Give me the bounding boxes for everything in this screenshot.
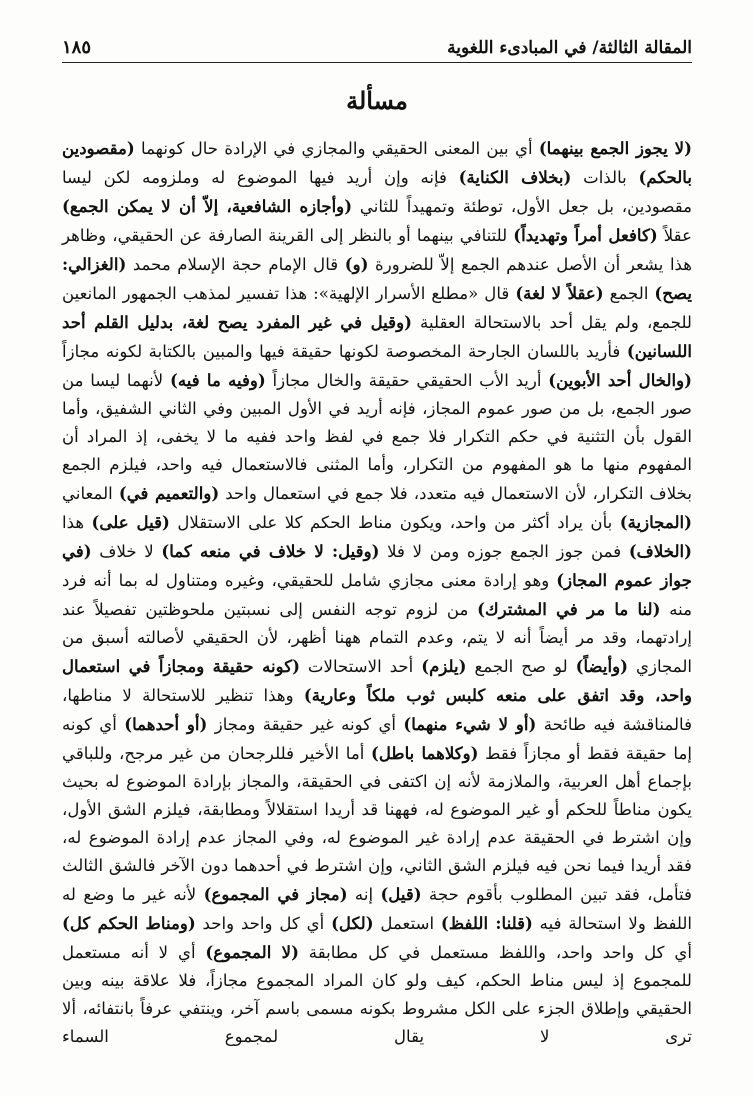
text-segment: فأريد باللسان الجارحة المخصوصة لكونها حقيقة فيها والمبين بالكتابة لكونه مجازاً: [62, 342, 627, 361]
text-segment: أي بين المعنى الحقيقي والمجازي في الإرادة حال كونهما: [134, 139, 539, 158]
text-segment: لا خلاف: [91, 542, 162, 561]
bold-segment: (لنا ما مر في المشترك): [477, 599, 661, 619]
text-segment: فمن جوز الجمع جوزه ومن لا فلا: [379, 542, 629, 561]
bold-segment: (في جواز عموم المجاز): [62, 541, 692, 590]
bold-segment: (المجازية): [619, 512, 692, 532]
bold-segment: (لا يجوز الجمع بينهما): [538, 138, 692, 158]
text-segment: قال «مطلع الأسرار الإلهية»: هذا تفسير لمذهب الجمهور المانعين للجمع، ولم يقل أحد بالاستحالة العقلية: [62, 284, 692, 332]
text-segment: وهو إرادة معنى مجازي شامل للحقيقي، وغيره ومتناول له بما أنه فرد منه: [62, 571, 692, 619]
running-title: المقالة الثالثة/ في المبادىء اللغوية: [447, 38, 692, 58]
text-segment: لأنهما ليسا من صور الجمع، بل من صور عموم المجاز، فإنه أريد في الأول المبين وفي الثاني الشفيق، وأما القول بأن التثنية في حكم التكرار فلا جمع في لفظ واحد ففيه ما لا يخفى، إذ المراد أن المفهوم منها ما هو المفهوم من التكرار، وأما المثنى فالاستعمال فيه واحد، فيلزم الجمع بخلاف التكرار، لأن الاستعمال فيه متعدد، فلا جمع في استعمال واحد: [62, 371, 692, 503]
text-segment: الجمع: [603, 284, 655, 303]
main-paragraph: [62, 134, 692, 1051]
text-segment: أحد الاستحالات: [299, 657, 422, 676]
text-segment: لأنه غير ما وضع له اللفظ ولا استحالة فيه: [62, 885, 692, 933]
bold-segment: (بخلاف الكناية): [458, 167, 572, 187]
bold-segment: (والخال أحد الأبوين): [548, 370, 692, 390]
text-segment: أريد الأب الحقيقي حقيقة والخال مجازاً: [265, 371, 549, 390]
text-segment: وهذا تنظير للاستحالة لا مناطها، فالمناقشة فيه طائحة: [62, 686, 692, 734]
text-segment: لو صح الجمع: [466, 657, 576, 676]
bold-segment: (مجاز في المجموع): [203, 884, 348, 904]
bold-segment: (وفيه ما فيه): [170, 370, 266, 390]
text-segment: أي كل واحد واحد: [195, 914, 332, 933]
bold-segment: (لكل): [331, 913, 374, 933]
text-segment: فإنه وإن أريد فيها الموضوع له وملزومه لكن ليسا مقصودين، بل جعل الأول، توطئة وتمهيداً للثاني: [62, 168, 693, 216]
text-segment: إنه: [347, 885, 381, 904]
page-header: [62, 32, 692, 63]
bold-segment: (قلنا: اللفظ): [440, 913, 533, 933]
bold-segment: (قيل): [380, 884, 422, 904]
text-segment: أي لا أنه مستعمل للمجموع إذ ليس مناط الحكم، كيف ولو كان المراد المجموع مجازاً، فلا علاقة بينه وبين الحقيقي وإطلاق الجزء على الكل مشروط بكونه مسمى باسم آخر، وينتفي عرفاً بانتفائه، ألا ترى لا يقال لمجموع السماء: [62, 943, 692, 1046]
text-segment: قال الإمام حجة الإسلام محمد: [126, 255, 345, 274]
section-title: مسألة: [346, 86, 408, 115]
bold-segment: (أو لا شيء منهما): [403, 714, 537, 734]
text-segment: أي كل واحد واحد، واللفظ مستعمل في كل مطابقة: [298, 943, 693, 962]
text-segment: بأن يراد أكثر من واحد، ويكون مناط الحكم كلا على الاستقلال: [169, 513, 620, 532]
bold-segment: (كونه حقيقة ومجازاً في استعمال واحد، وقد اتفق على منعه كلبس ثوب ملكاً وعارية): [62, 656, 692, 705]
text-segment: أي كونه إما حقيقة فقط أو مجازاً فقط: [62, 715, 692, 763]
page-number: ١٨٥: [62, 37, 92, 58]
bold-segment: (وأجازه الشافعية، إلاّ أن لا يمكن الجمع): [62, 196, 353, 216]
text-segment: بالذات: [571, 168, 639, 187]
text-segment: عقلاً: [657, 226, 692, 245]
text-segment: من لزوم توجه النفس إلى نسبتين ملحوظتين تفصيلاً عند إرادتهما، وقد مر أيضاً أنه لا يتم، وعدم التمام ههنا أظهر، لأن الحقيقي لأصالته أسبق من المجازي: [62, 600, 692, 676]
bold-segment: (وكلاهما باطل): [371, 743, 479, 763]
text-segment: هذا: [62, 513, 92, 532]
text-segment: استعمل: [373, 914, 441, 933]
text-segment: أي كونه غير حقيقة ومجاز: [207, 715, 404, 734]
bold-segment: (الخلاف): [628, 541, 693, 561]
bold-segment: (أو أحدهما): [124, 714, 208, 734]
bold-segment: (الغزالي: يصح): [62, 254, 692, 303]
text-segment: للتنافي بينهما أو بالنظر إلى القرينة الصارفة عن الحقيقي، وظاهر هذا يشعر أن الأصل عندهم الجمع إلاّ للضرورة: [62, 226, 693, 274]
text-segment: أما الأخير فللرجحان من غير مرجح، وللباقي بإجماع أهل العربية، والملازمة لأنه إن اكتفى في الحقيقة، والمجاز بإرادة الموضوع له بحيث يكون مناطاً للحكم أو غير الموضوع له، فههنا قد أريدا استقلالاً ومطابقة، فيلزم الشق الأول، وإن اشترط في الحقيقة عدم إرادة غير الموضوع له، وفي المجاز عدم إرادة الموضوع له، فقد أريدا فيما نحن فيه فيلزم الشق الثاني، وإن اشترط في أحدهما دون الآخر فالشق الثالث فتأمل، فقد تبين المطلوب بأقوم حجة: [62, 744, 692, 904]
bold-segment: (يلزم): [421, 656, 467, 676]
bold-segment: (عقلاً لا لغة): [515, 283, 604, 303]
bold-segment: (وقيل في غير المفرد يصح لغة، بدليل القلم أحد اللسانين): [62, 312, 692, 361]
bold-segment: (ومناط الحكم كل): [62, 913, 196, 933]
bold-segment: (لا المجموع): [205, 942, 299, 962]
bold-segment: (قيل على): [91, 512, 170, 532]
text-segment: المعاني: [62, 484, 119, 503]
bold-segment: (و): [344, 254, 369, 274]
bold-segment: (والتعميم في): [118, 483, 220, 503]
bold-segment: (وقيل: لا خلاف في منعه كما): [161, 541, 380, 561]
bold-segment: (كافعل أمراً وتهديداً): [513, 225, 658, 245]
body-text: [62, 134, 692, 1051]
bold-segment: (وأيضاً): [575, 656, 628, 676]
bold-segment: (مقصودين بالحكم): [62, 138, 692, 187]
